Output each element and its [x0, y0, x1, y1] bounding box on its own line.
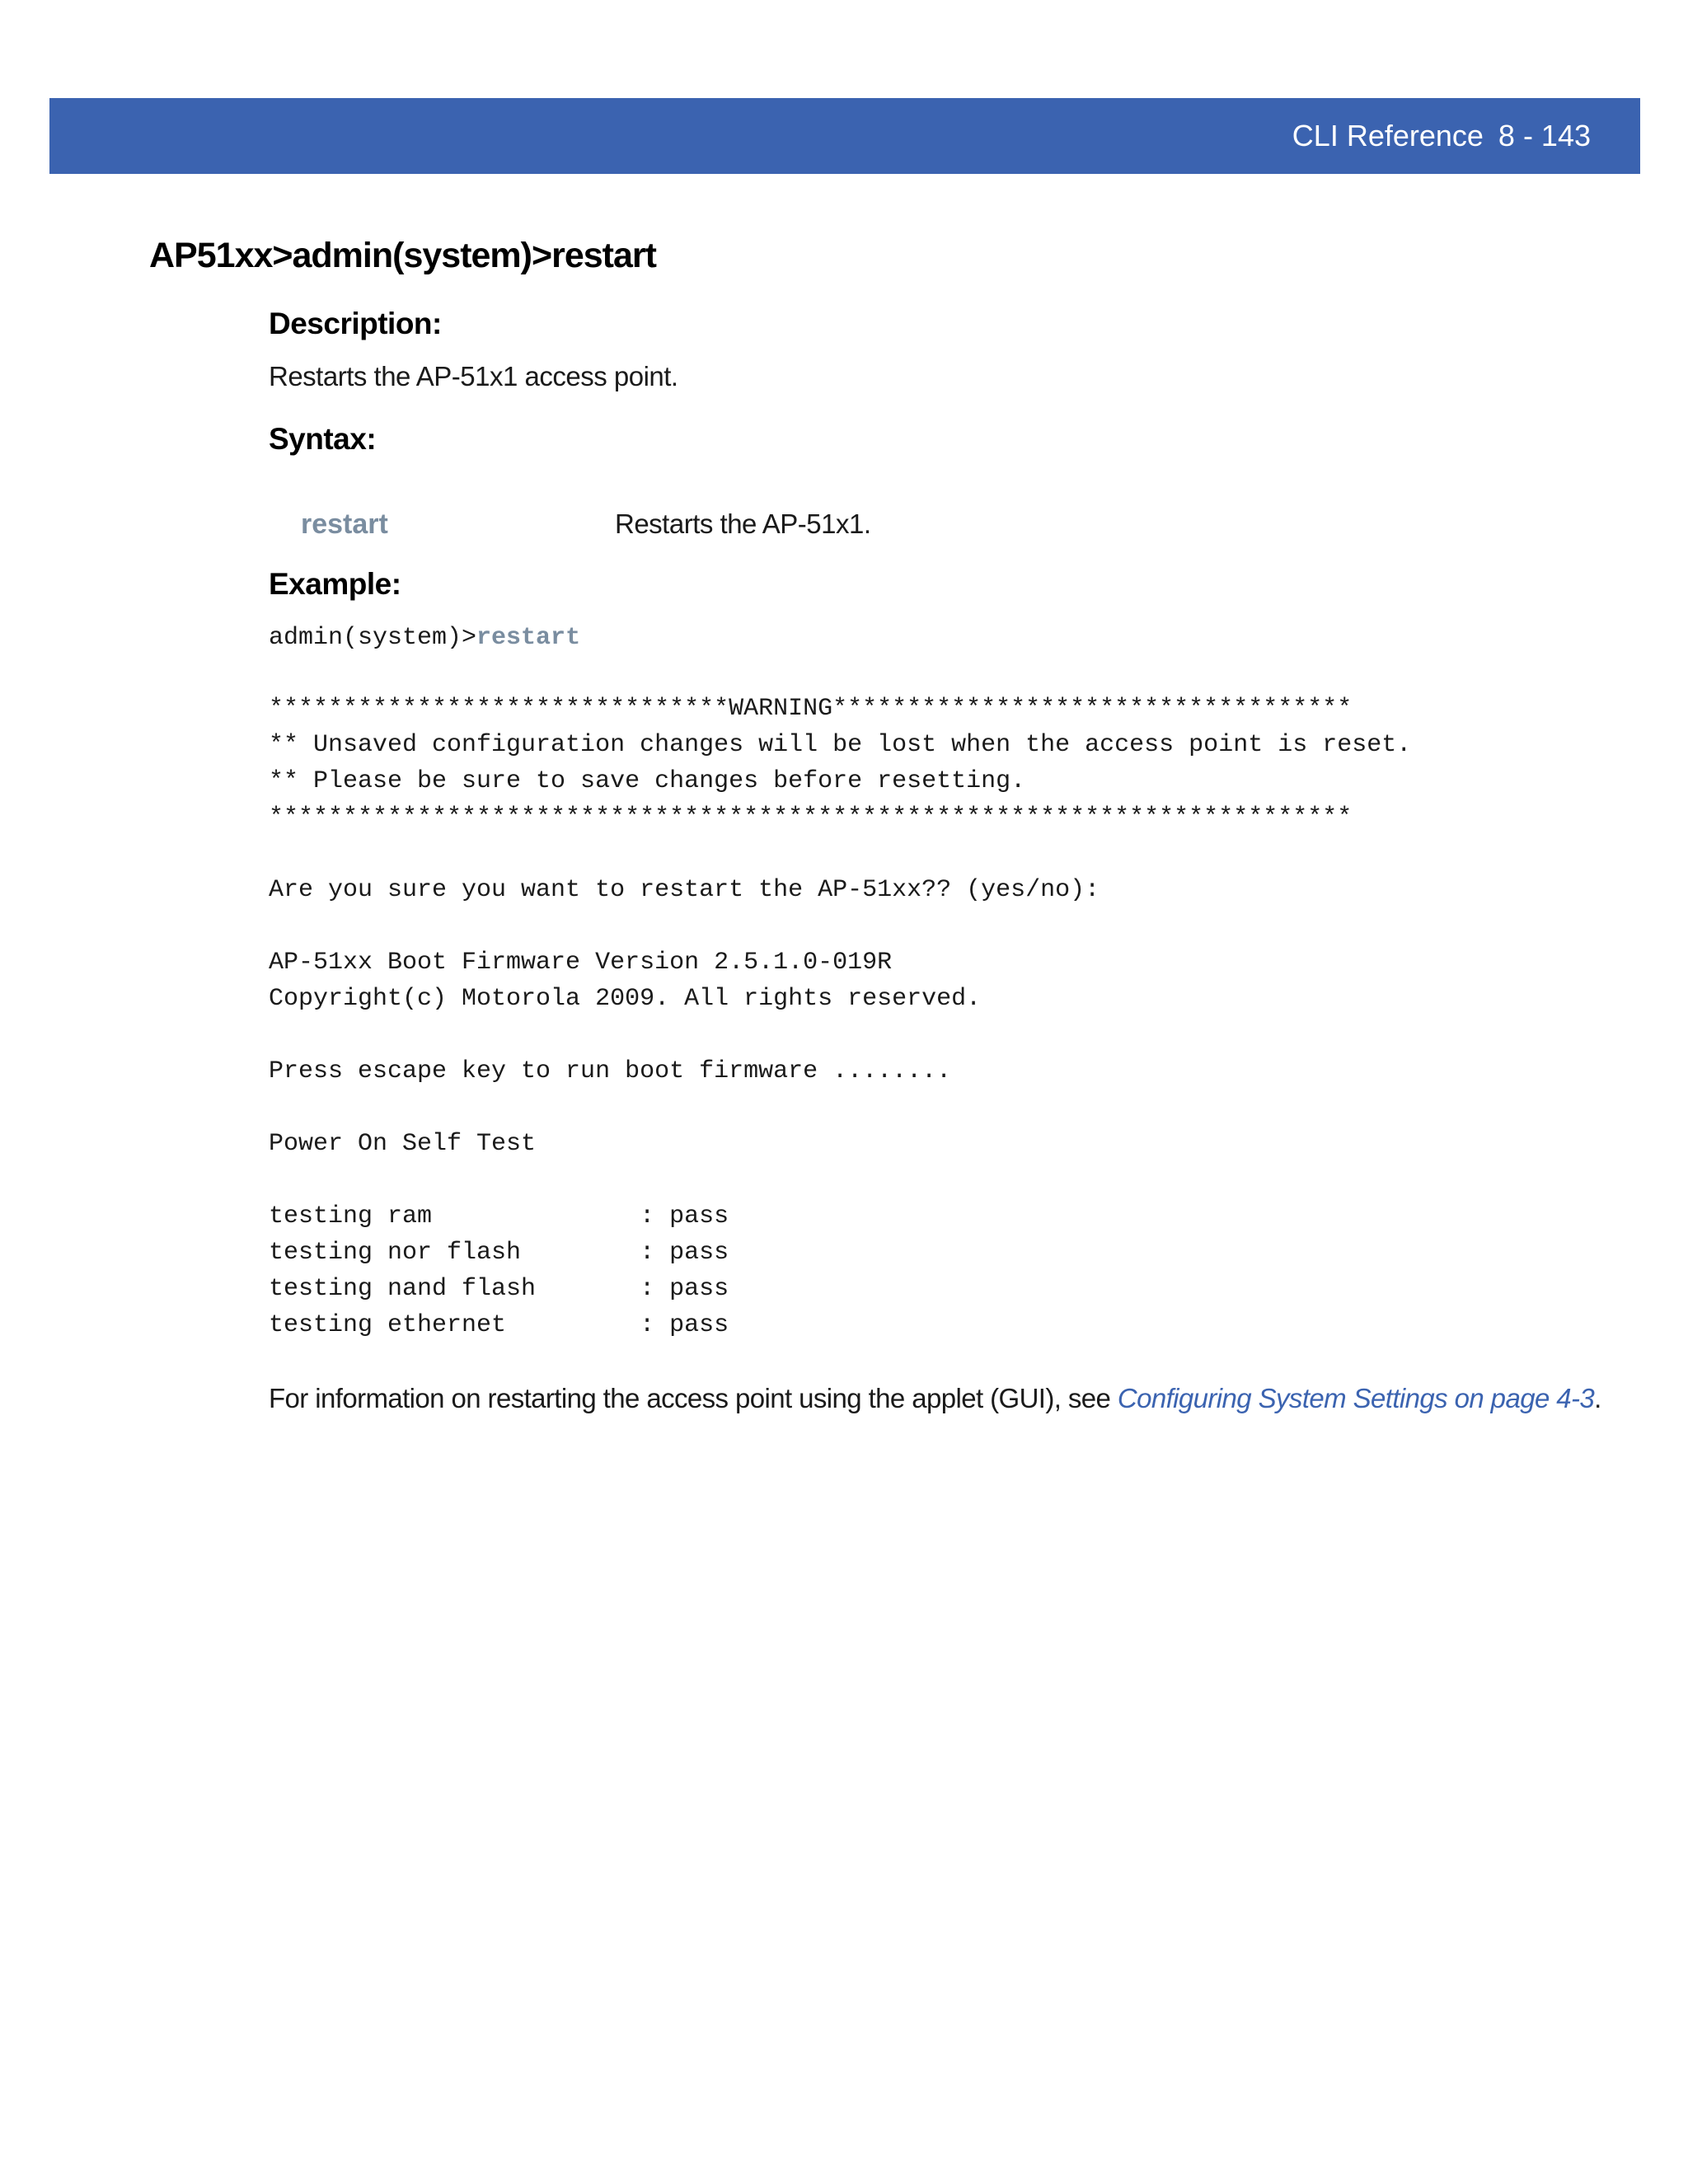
code-line: Copyright(c) Motorola 2009. All rights reserved. — [269, 985, 982, 1013]
code-line — [269, 1162, 1411, 1198]
code-line: ** Unsaved configuration changes will be lost when the access point is reset. — [269, 731, 1412, 759]
code-line: Press escape key to run boot firmware ........ — [269, 1057, 952, 1085]
code-line: Power On Self Test — [269, 1130, 537, 1158]
code-line: testing nor flash : pass — [269, 1239, 729, 1267]
code-line: testing ram : pass — [269, 1202, 729, 1230]
page-header-bar — [49, 98, 1640, 174]
example-command: restart — [476, 624, 581, 652]
code-line — [269, 1017, 1411, 1053]
code-line — [269, 1090, 1411, 1126]
code-line — [269, 908, 1411, 944]
footer-end: . — [1594, 1383, 1601, 1413]
code-line — [269, 836, 1411, 872]
example-prompt: admin(system)> — [269, 624, 477, 652]
syntax-keyword-description: Restarts the AP-51x1. — [615, 509, 871, 539]
code-line: testing ethernet : pass — [269, 1311, 729, 1339]
command-title: AP51xx>admin(system)>restart — [149, 236, 656, 275]
example-output — [269, 691, 1411, 1343]
code-line: ** Please be sure to save changes before resetting. — [269, 767, 1026, 795]
syntax-heading: Syntax: — [269, 422, 377, 456]
code-line: *******************************WARNING*********************************** — [269, 695, 1353, 723]
code-line: testing nand flash : pass — [269, 1275, 729, 1303]
footer-text: For information on restarting the access point using the applet (GUI), see — [269, 1383, 1118, 1413]
description-text: Restarts the AP-51x1 access point. — [269, 361, 678, 391]
example-prompt-line — [269, 620, 580, 656]
description-heading: Description: — [269, 307, 442, 340]
footer-paragraph — [269, 1383, 1601, 1414]
code-line: AP-51xx Boot Firmware Version 2.5.1.0-019R — [269, 949, 893, 977]
cross-reference-link[interactable]: Configuring System Settings on page 4-3 — [1117, 1383, 1595, 1413]
syntax-keyword: restart — [301, 509, 388, 540]
code-line: Are you sure you want to restart the AP-51xx?? (yes/no): — [269, 876, 1100, 904]
example-heading: Example: — [269, 567, 401, 601]
header-section: CLI Reference — [1292, 119, 1484, 152]
header-text — [1292, 98, 1591, 174]
code-line: ************************************************************************* — [269, 804, 1353, 832]
header-page-number: 8 - 143 — [1498, 119, 1591, 152]
